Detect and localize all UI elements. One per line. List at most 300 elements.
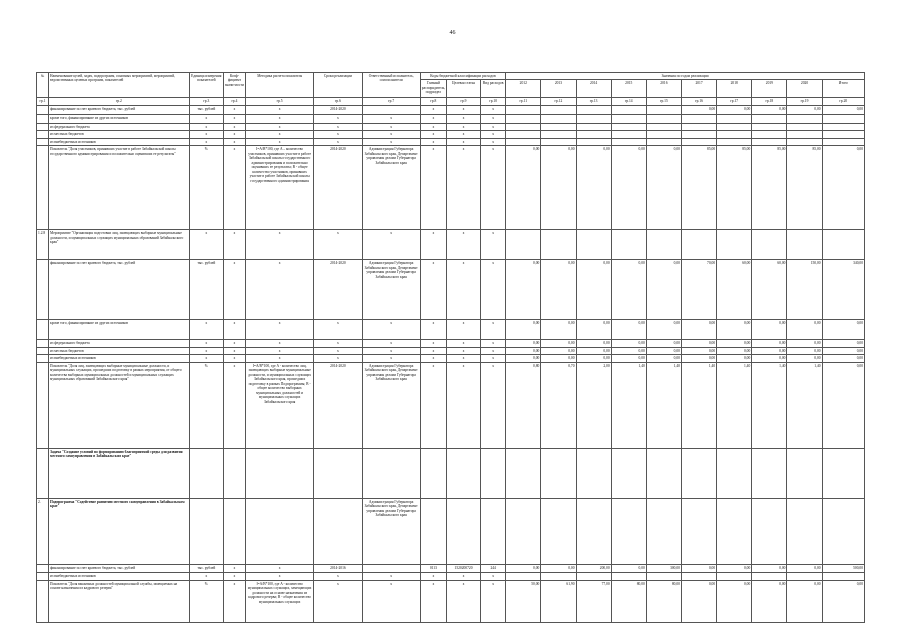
table-cell: 70,00: [681, 260, 716, 320]
table-cell: [822, 114, 864, 123]
column-number: гр.3: [189, 98, 223, 105]
table-cell: [611, 448, 646, 498]
header-period: Сроки реализации: [314, 73, 362, 98]
header-kbk: Коды бюджетной классификации расходов: [420, 73, 505, 80]
table-cell: х: [362, 572, 420, 580]
table-cell: [717, 131, 752, 138]
table-cell: х: [314, 131, 362, 138]
column-number: гр.13: [576, 98, 611, 105]
row-label: из местных бюджетов: [49, 131, 190, 138]
table-row: [37, 580, 865, 622]
table-cell: 500,00: [822, 564, 864, 572]
table-cell: [576, 498, 611, 564]
table-cell: I=A/B*100, где A – количество участников, принявших участие в работе Забайкальской школы государственного администрирования и положительно оценивших ее результаты; B - общее количество участников, принявших участие в работе Забайкальской школы государственного администрирования: [245, 146, 313, 230]
table-cell: х: [245, 230, 313, 260]
table-cell: [681, 123, 716, 130]
table-cell: 340,00: [822, 260, 864, 320]
table-cell: х: [420, 123, 446, 130]
table-cell: 0,80: [506, 362, 541, 448]
table-row: [37, 123, 865, 130]
table-cell: х: [481, 105, 506, 114]
table-row: [37, 260, 865, 320]
table-cell: х: [420, 146, 446, 230]
table-cell: 0,00: [752, 105, 787, 114]
table-cell: Администрация Губернатора Забайкальского края, Департамент управления делами Губернатора Забайкальского края: [362, 498, 420, 564]
header-number: №: [37, 73, 49, 98]
table-cell: х: [314, 340, 362, 347]
table-cell: [646, 498, 681, 564]
table-cell: 0,00: [822, 362, 864, 448]
table-row: [37, 355, 865, 362]
column-number: гр.8: [420, 98, 446, 105]
table-row: [37, 131, 865, 138]
table-cell: [717, 114, 752, 123]
table-row: [37, 105, 865, 114]
header-year: 2019: [752, 80, 787, 98]
table-cell: [646, 448, 681, 498]
header-years-title: Значения по годам реализации: [506, 73, 865, 80]
table-cell: 0,00: [717, 105, 752, 114]
table-row: [37, 320, 865, 340]
table-cell: х: [420, 230, 446, 260]
table-cell: 80,00: [611, 580, 646, 622]
table-cell: 0,00: [717, 355, 752, 362]
table-cell: 0,00: [787, 564, 822, 572]
table-cell: х: [223, 230, 245, 260]
table-cell: х: [245, 105, 313, 114]
header-total: Итого: [822, 80, 864, 98]
table-cell: тыс. рублей: [189, 564, 223, 572]
table-cell: х: [481, 580, 506, 622]
header-year: 2020: [787, 80, 822, 98]
table-cell: [506, 572, 541, 580]
table-cell: [576, 105, 611, 114]
table-cell: 0,00: [752, 320, 787, 340]
table-cell: х: [245, 347, 313, 354]
column-number: гр.18: [752, 98, 787, 105]
table-cell: 0,00: [611, 260, 646, 320]
table-cell: [611, 114, 646, 123]
table-cell: 200,00: [576, 564, 611, 572]
program-table: [36, 72, 865, 623]
table-cell: [420, 498, 446, 564]
table-cell: 1,40: [611, 362, 646, 448]
table-cell: 0,00: [646, 146, 681, 230]
row-label: из местных бюджетов: [49, 347, 190, 354]
table-cell: [314, 448, 362, 498]
table-cell: х: [189, 572, 223, 580]
table-cell: 0,00: [717, 580, 752, 622]
table-cell: х: [245, 340, 313, 347]
table-cell: 0,00: [717, 347, 752, 354]
table-cell: [541, 498, 576, 564]
table-cell: х: [446, 114, 480, 123]
table-cell: [646, 572, 681, 580]
table-cell: 0,00: [787, 347, 822, 354]
row-label: Мероприятие "Организация подготовки лиц, замещающих выборные муниципальные должности, и муниципальных служащих муниципальных образований Забайкальского края": [49, 230, 190, 260]
row-label: Показатель "Доля лиц, замещающих выборные муниципальные должности, и муниципальных служащих, прошедших подготовку в рамках мероприятия, от общего количества выборных муниципальных должностей и муниципальных служащих муниципальных образований Забайкальского края": [49, 362, 190, 448]
table-cell: [420, 448, 446, 498]
table-cell: [37, 347, 49, 354]
table-cell: х: [245, 131, 313, 138]
table-cell: [822, 131, 864, 138]
table-cell: х: [481, 362, 506, 448]
table-cell: [717, 498, 752, 564]
table-cell: [37, 580, 49, 622]
table-cell: [717, 138, 752, 145]
table-cell: х: [314, 572, 362, 580]
table-cell: х: [420, 572, 446, 580]
table-cell: х: [245, 320, 313, 340]
table-cell: [752, 114, 787, 123]
table-cell: [541, 105, 576, 114]
table-cell: [787, 131, 822, 138]
table-cell: 0,00: [611, 564, 646, 572]
table-cell: 0,00: [822, 347, 864, 354]
table-cell: х: [446, 146, 480, 230]
table-cell: 0,00: [611, 355, 646, 362]
table-cell: %: [189, 146, 223, 230]
table-cell: [717, 230, 752, 260]
table-cell: [576, 230, 611, 260]
table-cell: 0,00: [506, 355, 541, 362]
table-cell: 2014-2016: [314, 564, 362, 572]
table-cell: х: [446, 230, 480, 260]
table-cell: х: [420, 138, 446, 145]
table-cell: 0,00: [681, 340, 716, 347]
table-cell: [787, 123, 822, 130]
table-cell: 0,00: [611, 146, 646, 230]
table-cell: [752, 498, 787, 564]
header-kbk-sub: Главный распорядитель, подраздел: [420, 80, 446, 98]
table-cell: 0,00: [541, 320, 576, 340]
table-cell: 2014-2020: [314, 260, 362, 320]
table-cell: 61,90: [541, 580, 576, 622]
header-kbk-sub: Целевая статья: [446, 80, 480, 98]
table-cell: [611, 230, 646, 260]
table-cell: х: [223, 572, 245, 580]
table-cell: х: [245, 355, 313, 362]
table-cell: [611, 131, 646, 138]
table-cell: х: [223, 123, 245, 130]
table-cell: х: [420, 320, 446, 340]
table-cell: х: [446, 320, 480, 340]
header-kbk-sub: Вид расходов: [481, 80, 506, 98]
table-cell: [752, 131, 787, 138]
table-body: [37, 105, 865, 622]
table-cell: х: [481, 230, 506, 260]
table-cell: х: [189, 355, 223, 362]
table-cell: х: [245, 572, 313, 580]
row-label: Показатель "Доля вакантных должностей муниципальной службы, замещаемых на основе назначения из кадрового резерва": [49, 580, 190, 622]
table-cell: 0,00: [681, 564, 716, 572]
table-cell: [189, 448, 223, 498]
header-executor: Ответственный исполнитель, соисполнители: [362, 73, 420, 98]
column-number: гр.19: [787, 98, 822, 105]
table-cell: х: [245, 114, 313, 123]
table-cell: [681, 131, 716, 138]
row-label: кроме того, финансирование из других источников: [49, 320, 190, 340]
table-cell: Администрация Губернатора Забайкальского края, Департамент управления делами Губернатора Забайкальского края: [362, 362, 420, 448]
table-cell: х: [362, 131, 420, 138]
table-cell: 0,00: [541, 146, 576, 230]
table-cell: [506, 131, 541, 138]
table-row: [37, 564, 865, 572]
header-year: 2016: [646, 80, 681, 98]
table-cell: х: [314, 355, 362, 362]
table-cell: [37, 260, 49, 320]
table-cell: 0,00: [787, 105, 822, 114]
table-cell: 300,00: [646, 564, 681, 572]
table-cell: х: [420, 580, 446, 622]
table-cell: [681, 448, 716, 498]
table-cell: 0,00: [752, 564, 787, 572]
table-cell: тыс. рублей: [189, 105, 223, 114]
table-cell: х: [446, 131, 480, 138]
table-cell: [245, 498, 313, 564]
table-cell: х: [446, 123, 480, 130]
column-number: гр.15: [646, 98, 681, 105]
table-cell: [506, 498, 541, 564]
table-cell: 0,00: [752, 340, 787, 347]
table-cell: 150,00: [787, 260, 822, 320]
column-number: гр.4: [223, 98, 245, 105]
table-cell: х: [189, 138, 223, 145]
table-cell: [611, 572, 646, 580]
table-cell: [362, 448, 420, 498]
table-cell: 0,00: [646, 355, 681, 362]
table-cell: [681, 138, 716, 145]
table-cell: [362, 105, 420, 114]
table-cell: [541, 230, 576, 260]
header-year: 2018: [717, 80, 752, 98]
table-cell: х: [223, 114, 245, 123]
table-cell: х: [481, 572, 506, 580]
row-label: финансирование за счет краевого бюджета, тыс. рублей: [49, 105, 190, 114]
table-cell: х: [223, 146, 245, 230]
column-number: гр.5: [245, 98, 313, 105]
table-row: [37, 448, 865, 498]
table-cell: х: [481, 355, 506, 362]
table-cell: [446, 448, 480, 498]
header-coefficient: Коэф-фициент значи-мости: [223, 73, 245, 98]
table-cell: [681, 230, 716, 260]
table-cell: 0,00: [717, 564, 752, 572]
table-cell: 0,00: [787, 580, 822, 622]
row-label: кроме того, финансирование из других источников: [49, 114, 190, 123]
table-cell: [37, 448, 49, 498]
table-cell: 0,00: [681, 347, 716, 354]
column-number: гр.1: [37, 98, 49, 105]
table-row: [37, 146, 865, 230]
table-cell: [362, 564, 420, 572]
table-cell: х: [420, 347, 446, 354]
page-number: 46: [449, 30, 456, 36]
table-cell: [506, 105, 541, 114]
table-cell: х: [189, 131, 223, 138]
table-cell: [822, 138, 864, 145]
table-cell: [611, 105, 646, 114]
table-cell: 85,00: [787, 146, 822, 230]
table-cell: [646, 105, 681, 114]
table-cell: х: [420, 355, 446, 362]
table-cell: х: [223, 347, 245, 354]
table-cell: [506, 448, 541, 498]
table-cell: х: [362, 580, 420, 622]
column-number: гр.17: [717, 98, 752, 105]
table-cell: х: [245, 123, 313, 130]
table-cell: х: [420, 131, 446, 138]
table-cell: 2014-2020: [314, 105, 362, 114]
column-numbers-row: [37, 98, 865, 105]
table-cell: 0,00: [541, 347, 576, 354]
table-cell: 85,00: [717, 146, 752, 230]
table-cell: [37, 355, 49, 362]
table-cell: х: [362, 123, 420, 130]
column-number: гр.2: [49, 98, 190, 105]
table-cell: [646, 114, 681, 123]
row-label: из внебюджетных источников: [49, 138, 190, 145]
column-number: гр.20: [822, 98, 864, 105]
table-cell: [752, 138, 787, 145]
header-year: 2014: [576, 80, 611, 98]
table-cell: [37, 123, 49, 130]
table-cell: х: [245, 564, 313, 572]
table-cell: [787, 572, 822, 580]
table-row: [37, 340, 865, 347]
row-label: из федерального бюджета: [49, 123, 190, 130]
table-cell: х: [481, 340, 506, 347]
table-cell: 0,00: [822, 105, 864, 114]
table-cell: х: [314, 114, 362, 123]
header-unit: Единица измерения показателей: [189, 73, 223, 98]
table-cell: 0,00: [822, 355, 864, 362]
table-cell: 1.2.8: [37, 230, 49, 260]
table-cell: [646, 138, 681, 145]
table-cell: [611, 123, 646, 130]
table-cell: х: [446, 572, 480, 580]
table-cell: х: [481, 260, 506, 320]
table-cell: х: [223, 320, 245, 340]
table-cell: х: [446, 138, 480, 145]
table-cell: х: [362, 114, 420, 123]
table-cell: х: [481, 114, 506, 123]
table-cell: х: [481, 138, 506, 145]
table-cell: [787, 498, 822, 564]
table-cell: [787, 230, 822, 260]
table-cell: х: [223, 564, 245, 572]
table-cell: 0,00: [822, 340, 864, 347]
table-cell: [576, 131, 611, 138]
table-cell: 0,00: [787, 355, 822, 362]
table-cell: 0,00: [506, 347, 541, 354]
table-cell: [37, 146, 49, 230]
table-cell: х: [420, 362, 446, 448]
table-cell: [822, 230, 864, 260]
table-cell: Администрация Губернатора Забайкальского края, Департамент управления делами Губернатора Забайкальского края: [362, 146, 420, 230]
table-cell: х: [245, 260, 313, 320]
table-cell: [646, 230, 681, 260]
table-cell: [223, 498, 245, 564]
table-cell: х: [420, 260, 446, 320]
table-cell: х: [314, 347, 362, 354]
table-cell: 0,00: [822, 580, 864, 622]
table-cell: 0,00: [787, 320, 822, 340]
table-cell: Администрация Губернатора Забайкальского края, Департамент управления делами Губернатора Забайкальского края: [362, 260, 420, 320]
table-cell: 50,00: [506, 580, 541, 622]
table-cell: х: [446, 362, 480, 448]
table-cell: х: [314, 123, 362, 130]
table-cell: [37, 114, 49, 123]
table-cell: х: [446, 355, 480, 362]
table-cell: [541, 138, 576, 145]
table-cell: [752, 123, 787, 130]
table-cell: х: [446, 347, 480, 354]
table-cell: [37, 131, 49, 138]
table-cell: [446, 498, 480, 564]
table-cell: [822, 572, 864, 580]
table-cell: х: [446, 340, 480, 347]
table-cell: [37, 320, 49, 340]
table-cell: х: [362, 340, 420, 347]
row-label: Показатель "Доля участников, принявших участие в работе Забайкальской школы государственного администрирования и положительно оценивших ее результаты": [49, 146, 190, 230]
table-cell: 0,00: [752, 580, 787, 622]
table-cell: [223, 448, 245, 498]
header-year: 2015: [611, 80, 646, 98]
table-cell: [481, 448, 506, 498]
table-cell: 0,00: [541, 260, 576, 320]
table-cell: х: [189, 347, 223, 354]
table-cell: [37, 572, 49, 580]
table-cell: [717, 123, 752, 130]
row-label: финансирование за счет краевого бюджета, тыс. рублей: [49, 564, 190, 572]
table-cell: [37, 340, 49, 347]
table-cell: х: [481, 146, 506, 230]
row-label: Задача "Создание условий по формированию благоприятной среды для развития местного самоуправления в Забайкальском крае": [49, 448, 190, 498]
table-cell: х: [223, 340, 245, 347]
header-year: 2013: [541, 80, 576, 98]
row-label: из федерального бюджета: [49, 340, 190, 347]
table-cell: 0,00: [576, 347, 611, 354]
table-cell: х: [362, 230, 420, 260]
table-cell: [787, 114, 822, 123]
table-cell: 60,00: [717, 260, 752, 320]
table-cell: [646, 123, 681, 130]
table-cell: I=A/B*100, где A - количество муниципальных служащих, замещающих должности на основе назначения из кадрового резерва; B - общее количество муниципальных служащих: [245, 580, 313, 622]
table-cell: 0,00: [646, 340, 681, 347]
column-number: гр.11: [506, 98, 541, 105]
table-row: [37, 138, 865, 145]
table-cell: [646, 131, 681, 138]
table-cell: х: [362, 355, 420, 362]
table-cell: 1,40: [717, 362, 752, 448]
row-label: финансирование за счет краевого бюджета, тыс. рублей: [49, 260, 190, 320]
table-cell: х: [314, 320, 362, 340]
table-cell: 1520200720: [446, 564, 480, 572]
table-cell: [541, 448, 576, 498]
table-cell: [822, 123, 864, 130]
table-cell: 0,70: [541, 362, 576, 448]
table-row: [37, 362, 865, 448]
table-cell: х: [245, 138, 313, 145]
header-method: Методика расчета показателя: [245, 73, 313, 98]
table-cell: х: [314, 230, 362, 260]
table-cell: 0,00: [576, 260, 611, 320]
table-cell: [37, 105, 49, 114]
table-cell: тыс. рублей: [189, 260, 223, 320]
table-cell: х: [223, 362, 245, 448]
table-cell: [541, 572, 576, 580]
